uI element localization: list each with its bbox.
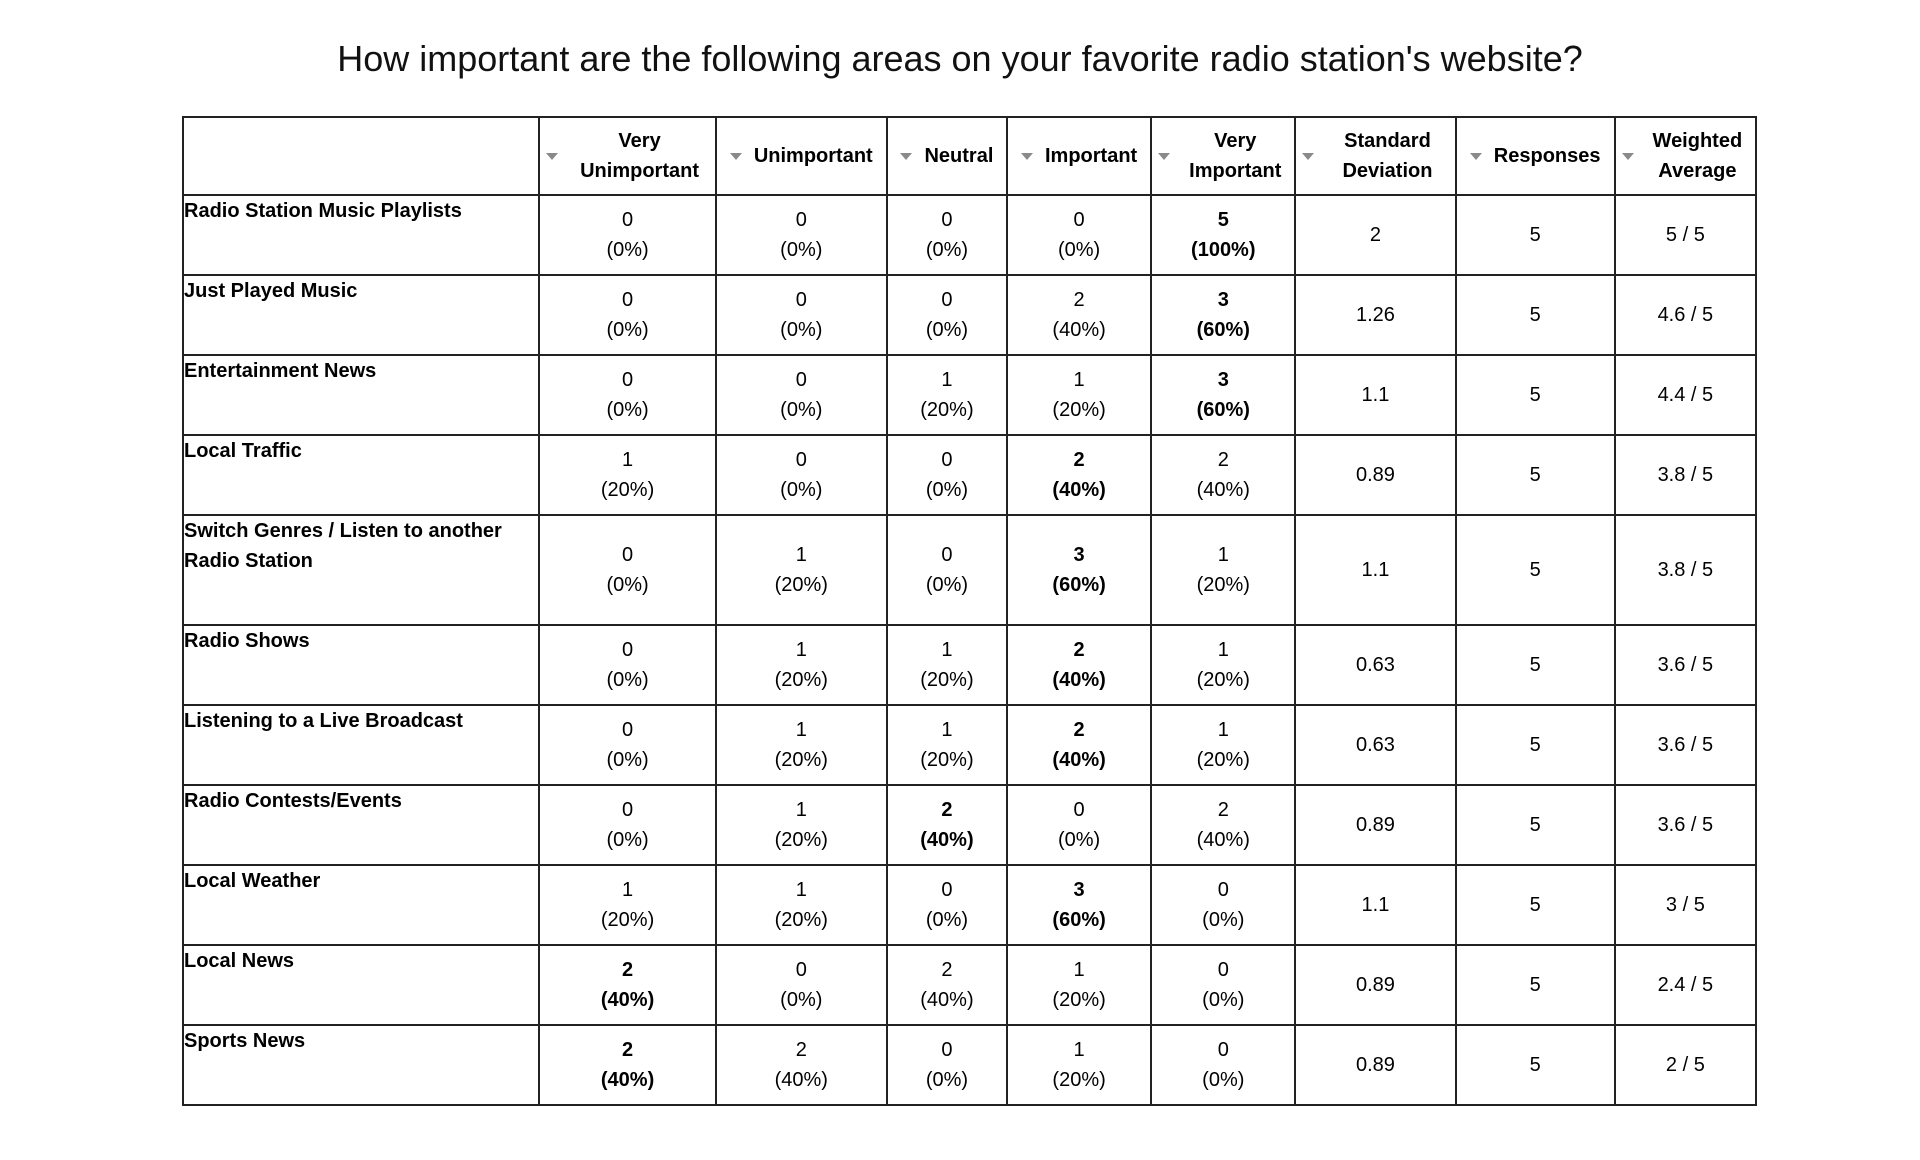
response-count: 0: [622, 289, 634, 311]
response-cell: [716, 195, 887, 275]
response-percent: (20%): [774, 749, 828, 771]
column-header-content: [717, 141, 886, 171]
response-cell: [1007, 625, 1151, 705]
weighted-average-cell: 3.6 / 5: [1615, 785, 1756, 865]
response-count: 0: [622, 209, 634, 231]
row-label: Radio Contests/Events: [183, 785, 539, 865]
response-percent: (0%): [1202, 989, 1245, 1011]
response-cell: [887, 865, 1007, 945]
response-cell: [1007, 195, 1151, 275]
response-count: 0: [1217, 959, 1229, 981]
response-cell: [1007, 275, 1151, 355]
response-percent: (0%): [606, 749, 649, 771]
response-cell: [1007, 865, 1151, 945]
table-header: [183, 117, 1756, 195]
response-cell: [887, 515, 1007, 625]
response-percent: (0%): [606, 319, 649, 341]
response-count: 3: [1217, 289, 1229, 311]
response-percent: (20%): [600, 909, 655, 931]
table-row: [183, 195, 1756, 275]
column-header-content: [1296, 126, 1454, 186]
response-cell: [716, 865, 887, 945]
response-percent: (40%): [1052, 319, 1106, 341]
table-row: [183, 435, 1756, 515]
table-row: [183, 705, 1756, 785]
response-cell: [539, 625, 715, 705]
responses-cell: 5: [1456, 435, 1615, 515]
response-percent: (60%): [1052, 909, 1106, 931]
column-header-label: Important: [1044, 145, 1138, 167]
response-count: 1: [1217, 639, 1229, 661]
responses-cell: 5: [1456, 1025, 1615, 1105]
response-cell: [1151, 705, 1295, 785]
response-cell: [716, 785, 887, 865]
response-percent: (40%): [1196, 829, 1250, 851]
response-cell: [1151, 195, 1295, 275]
row-label: Sports News: [183, 1025, 539, 1105]
response-count: 0: [941, 289, 953, 311]
response-cell: [1007, 945, 1151, 1025]
response-cell: [716, 355, 887, 435]
row-label: Radio Station Music Playlists: [183, 195, 539, 275]
response-cell: [1007, 785, 1151, 865]
response-percent: (20%): [600, 479, 655, 501]
weighted-average-cell: 2 / 5: [1615, 1025, 1756, 1105]
responses-cell: 5: [1456, 945, 1615, 1025]
response-cell: [1151, 435, 1295, 515]
column-header-label: Weighted Average: [1652, 130, 1743, 182]
response-percent: (0%): [606, 669, 649, 691]
response-percent: (20%): [920, 399, 974, 421]
response-count: 2: [1073, 719, 1085, 741]
response-count: 0: [941, 1039, 953, 1061]
column-header-label: Responses: [1493, 145, 1601, 167]
response-percent: (0%): [1057, 829, 1101, 851]
std-dev-cell: 0.63: [1295, 705, 1455, 785]
sort-dropdown-icon[interactable]: [546, 153, 558, 160]
response-percent: (60%): [1196, 319, 1250, 341]
response-count: 0: [1073, 209, 1085, 231]
std-dev-cell: 1.26: [1295, 275, 1455, 355]
response-cell: [887, 705, 1007, 785]
response-count: 0: [795, 959, 807, 981]
row-label: Listening to a Live Broadcast: [183, 705, 539, 785]
responses-cell: 5: [1456, 865, 1615, 945]
response-percent: (0%): [925, 1069, 969, 1091]
column-header[interactable]: [1151, 117, 1295, 195]
response-percent: (40%): [1052, 669, 1106, 691]
column-header[interactable]: [887, 117, 1007, 195]
table-row: [183, 515, 1756, 625]
responses-cell: 5: [1456, 515, 1615, 625]
sort-dropdown-icon[interactable]: [1158, 153, 1170, 160]
response-percent: (0%): [606, 829, 649, 851]
table-row: [183, 865, 1756, 945]
row-label: Local Weather: [183, 865, 539, 945]
responses-cell: 5: [1456, 785, 1615, 865]
response-cell: [716, 435, 887, 515]
std-dev-cell: 0.89: [1295, 785, 1455, 865]
std-dev-cell: 0.63: [1295, 625, 1455, 705]
sort-dropdown-icon[interactable]: [1021, 153, 1033, 160]
response-count: 2: [622, 1039, 634, 1061]
response-percent: (20%): [1052, 399, 1106, 421]
response-cell: [887, 625, 1007, 705]
response-cell: [1151, 945, 1295, 1025]
row-label: Just Played Music: [183, 275, 539, 355]
response-count: 0: [795, 369, 807, 391]
response-count: 0: [941, 879, 953, 901]
response-count: 2: [941, 959, 953, 981]
response-count: 0: [622, 544, 634, 566]
response-percent: (60%): [1052, 574, 1106, 596]
response-count: 0: [1217, 879, 1229, 901]
response-cell: [887, 275, 1007, 355]
response-count: 0: [941, 209, 953, 231]
response-count: 2: [622, 959, 634, 981]
response-cell: [1007, 1025, 1151, 1105]
response-count: 3: [1217, 369, 1229, 391]
response-percent: (0%): [780, 399, 823, 421]
response-percent: (20%): [774, 909, 828, 931]
std-dev-cell: 0.89: [1295, 1025, 1455, 1105]
column-header-label: Very Important: [1189, 130, 1282, 182]
response-count: 1: [795, 719, 807, 741]
row-label: Radio Shows: [183, 625, 539, 705]
response-count: 2: [1073, 289, 1085, 311]
response-count: 2: [1073, 449, 1085, 471]
response-cell: [539, 945, 715, 1025]
response-count: 1: [1073, 1039, 1085, 1061]
weighted-average-cell: 4.6 / 5: [1615, 275, 1756, 355]
response-count: 3: [1073, 879, 1085, 901]
response-count: 1: [1217, 544, 1229, 566]
response-percent: (20%): [1196, 574, 1250, 596]
std-dev-cell: 1.1: [1295, 865, 1455, 945]
response-cell: [716, 705, 887, 785]
response-cell: [539, 705, 715, 785]
response-cell: [716, 1025, 887, 1105]
std-dev-cell: 2: [1295, 195, 1455, 275]
response-percent: (0%): [925, 574, 969, 596]
response-cell: [716, 945, 887, 1025]
response-percent: (40%): [1052, 749, 1106, 771]
column-header[interactable]: [539, 117, 715, 195]
response-cell: [887, 355, 1007, 435]
column-header-content: [1008, 141, 1150, 171]
response-percent: (0%): [606, 399, 649, 421]
weighted-average-cell: 2.4 / 5: [1615, 945, 1756, 1025]
response-percent: (20%): [774, 669, 828, 691]
column-header[interactable]: [1295, 117, 1455, 195]
responses-cell: 5: [1456, 705, 1615, 785]
column-header[interactable]: [1007, 117, 1151, 195]
response-percent: (40%): [1052, 479, 1106, 501]
response-cell: [1151, 625, 1295, 705]
response-cell: [1151, 355, 1295, 435]
response-percent: (0%): [925, 909, 969, 931]
response-cell: [1151, 515, 1295, 625]
response-count: 1: [941, 369, 953, 391]
response-percent: (0%): [1057, 239, 1101, 261]
std-dev-cell: 1.1: [1295, 355, 1455, 435]
response-count: 1: [795, 544, 807, 566]
response-percent: (0%): [606, 239, 649, 261]
response-cell: [887, 435, 1007, 515]
response-count: 1: [941, 719, 953, 741]
sort-dropdown-icon[interactable]: [1302, 153, 1314, 160]
weighted-average-cell: 3.8 / 5: [1615, 515, 1756, 625]
response-count: 3: [1073, 544, 1085, 566]
column-header[interactable]: [716, 117, 887, 195]
response-percent: (60%): [1196, 399, 1250, 421]
response-count: 0: [1073, 799, 1085, 821]
sort-dropdown-icon[interactable]: [1622, 153, 1634, 160]
response-count: 0: [622, 719, 634, 741]
response-cell: [887, 785, 1007, 865]
response-cell: [539, 865, 715, 945]
response-cell: [1151, 1025, 1295, 1105]
response-count: 0: [941, 544, 953, 566]
response-count: 1: [622, 879, 634, 901]
response-percent: (20%): [1052, 1069, 1106, 1091]
table-row: [183, 355, 1756, 435]
response-count: 1: [622, 449, 634, 471]
std-dev-cell: 1.1: [1295, 515, 1455, 625]
response-count: 2: [941, 799, 953, 821]
column-header-label: Neutral: [924, 145, 994, 167]
response-count: 0: [622, 639, 634, 661]
weighted-average-cell: 3.6 / 5: [1615, 705, 1756, 785]
response-percent: (20%): [920, 749, 974, 771]
response-percent: (20%): [1196, 669, 1250, 691]
response-count: 1: [795, 879, 807, 901]
weighted-average-cell: 4.4 / 5: [1615, 355, 1756, 435]
header-corner-cell: [183, 117, 539, 195]
response-percent: (0%): [780, 319, 823, 341]
response-cell: [539, 435, 715, 515]
column-header[interactable]: [1615, 117, 1756, 195]
response-cell: [1151, 865, 1295, 945]
response-percent: (0%): [1202, 1069, 1245, 1091]
response-percent: (40%): [774, 1069, 828, 1091]
column-header-content: [1152, 126, 1294, 186]
response-cell: [539, 355, 715, 435]
response-count: 1: [1217, 719, 1229, 741]
row-label: Switch Genres / Listen to another Radio Station: [183, 515, 539, 625]
response-percent: (0%): [780, 479, 823, 501]
response-cell: [539, 1025, 715, 1105]
column-header[interactable]: [1456, 117, 1615, 195]
response-count: 2: [1217, 799, 1229, 821]
response-cell: [1007, 705, 1151, 785]
response-percent: (0%): [780, 989, 823, 1011]
response-percent: (0%): [925, 479, 969, 501]
column-header-content: [1457, 141, 1614, 171]
response-percent: (0%): [925, 239, 969, 261]
table-row: [183, 1025, 1756, 1105]
response-count: 0: [1217, 1039, 1229, 1061]
response-percent: (40%): [600, 989, 655, 1011]
response-percent: (0%): [780, 239, 823, 261]
response-count: 0: [622, 799, 634, 821]
response-cell: [539, 195, 715, 275]
response-count: 1: [1073, 959, 1085, 981]
weighted-average-cell: 3 / 5: [1615, 865, 1756, 945]
response-cell: [1007, 355, 1151, 435]
response-count: 1: [941, 639, 953, 661]
responses-cell: 5: [1456, 275, 1615, 355]
response-percent: (40%): [1196, 479, 1250, 501]
response-cell: [887, 945, 1007, 1025]
response-count: 1: [1073, 369, 1085, 391]
response-count: 0: [795, 449, 807, 471]
page-title: How important are the following areas on your favorite radio station's website?: [337, 38, 1583, 79]
table-row: [183, 945, 1756, 1025]
sort-dropdown-icon[interactable]: [900, 153, 912, 160]
table-row: [183, 785, 1756, 865]
response-count: 0: [941, 449, 953, 471]
response-cell: [539, 275, 715, 355]
response-percent: (40%): [600, 1069, 655, 1091]
response-cell: [887, 1025, 1007, 1105]
response-cell: [716, 515, 887, 625]
response-percent: (20%): [920, 669, 974, 691]
response-cell: [716, 625, 887, 705]
row-label: Local Traffic: [183, 435, 539, 515]
response-cell: [539, 515, 715, 625]
responses-cell: 5: [1456, 355, 1615, 435]
weighted-average-cell: 3.6 / 5: [1615, 625, 1756, 705]
row-label: Local News: [183, 945, 539, 1025]
response-cell: [1007, 515, 1151, 625]
response-cell: [539, 785, 715, 865]
response-percent: (0%): [925, 319, 969, 341]
response-count: 0: [795, 209, 807, 231]
response-percent: (20%): [774, 829, 828, 851]
weighted-average-cell: 5 / 5: [1615, 195, 1756, 275]
results-table: [182, 116, 1757, 1106]
column-header-label: Unimportant: [753, 145, 873, 167]
std-dev-cell: 0.89: [1295, 435, 1455, 515]
response-cell: [1151, 785, 1295, 865]
sort-dropdown-icon[interactable]: [730, 153, 742, 160]
table-body: [183, 195, 1756, 1105]
column-header-content: [1616, 126, 1755, 186]
column-header-content: [540, 126, 714, 186]
response-cell: [887, 195, 1007, 275]
response-percent: (20%): [774, 574, 828, 596]
response-percent: (20%): [1196, 749, 1250, 771]
column-header-content: [888, 141, 1006, 171]
row-label: Entertainment News: [183, 355, 539, 435]
response-percent: (100%): [1191, 239, 1256, 261]
response-cell: [1151, 275, 1295, 355]
column-header-label: Standard Deviation: [1342, 130, 1433, 182]
response-percent: (40%): [920, 989, 974, 1011]
response-percent: (40%): [920, 829, 974, 851]
response-count: 0: [795, 289, 807, 311]
response-count: 2: [1073, 639, 1085, 661]
response-percent: (20%): [1052, 989, 1106, 1011]
response-cell: [1007, 435, 1151, 515]
column-header-label: Very Unimportant: [580, 130, 699, 182]
sort-dropdown-icon[interactable]: [1470, 153, 1482, 160]
table-row: [183, 625, 1756, 705]
response-percent: (0%): [1202, 909, 1245, 931]
response-count: 1: [795, 639, 807, 661]
std-dev-cell: 0.89: [1295, 945, 1455, 1025]
table-row: [183, 275, 1756, 355]
response-cell: [716, 275, 887, 355]
responses-cell: 5: [1456, 195, 1615, 275]
response-count: 0: [622, 369, 634, 391]
response-count: 1: [795, 799, 807, 821]
response-count: 2: [795, 1039, 807, 1061]
response-count: 2: [1217, 449, 1229, 471]
response-count: 5: [1217, 209, 1229, 231]
response-percent: (0%): [606, 574, 649, 596]
weighted-average-cell: 3.8 / 5: [1615, 435, 1756, 515]
responses-cell: 5: [1456, 625, 1615, 705]
header-row: [183, 117, 1756, 195]
